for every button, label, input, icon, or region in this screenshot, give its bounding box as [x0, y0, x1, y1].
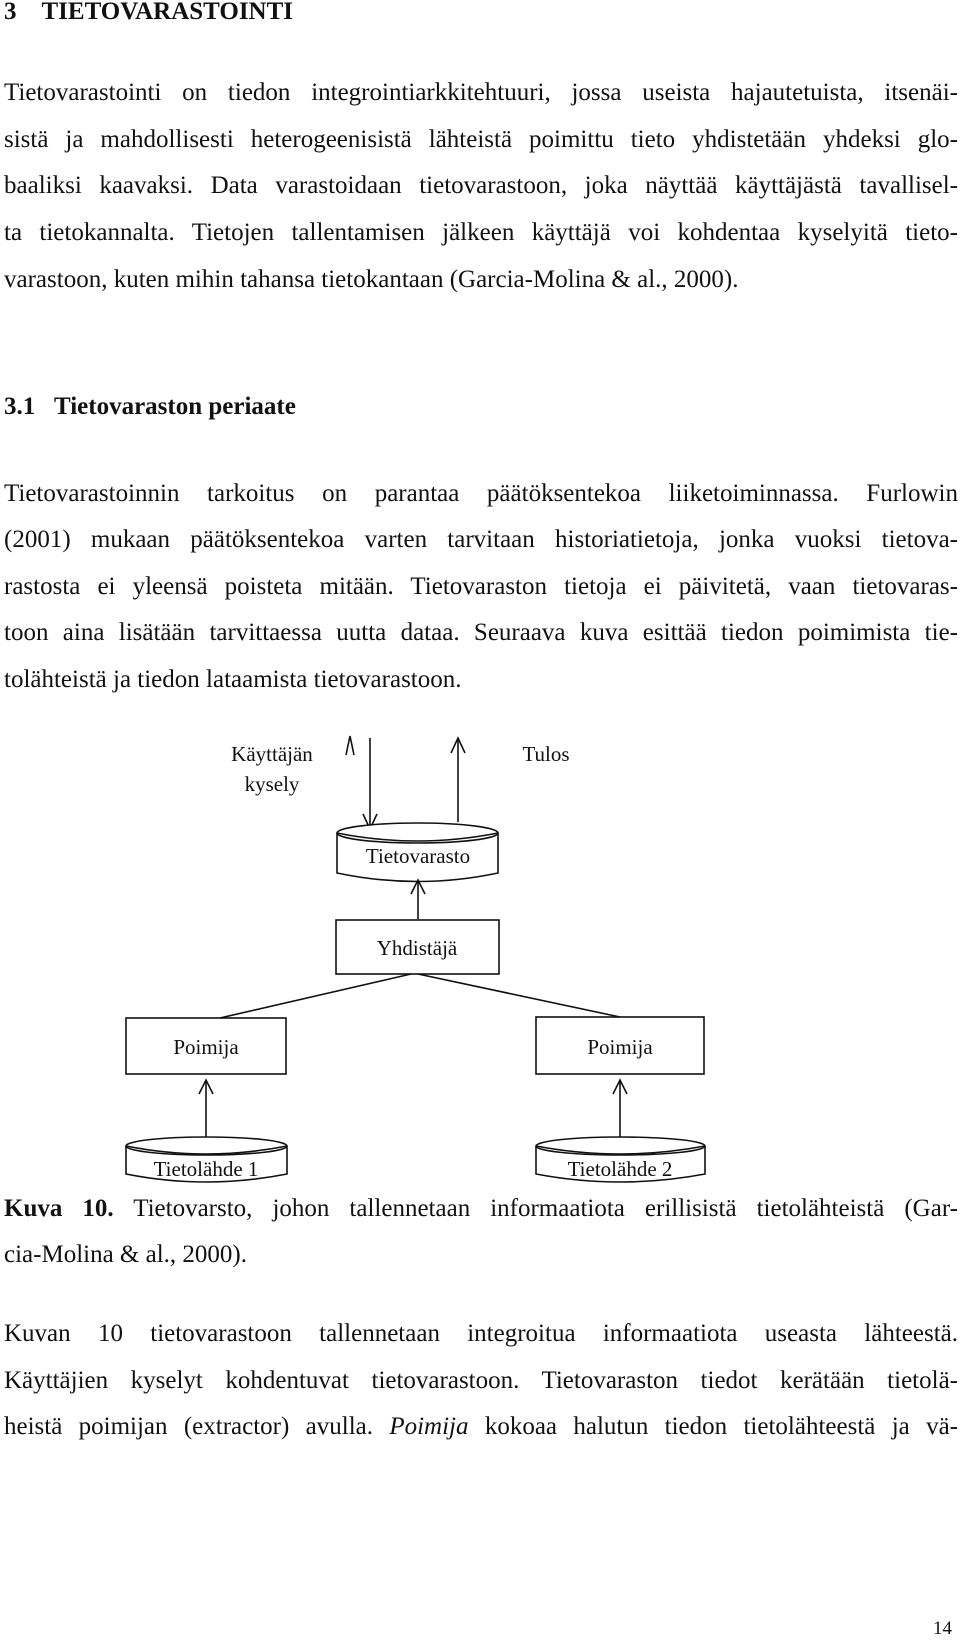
- body-paragraph-line: toon aina lisätään tarvittaessa uutta dataa. Seuraava kuva esittää tiedon poimimista tie-: [4, 619, 958, 646]
- intro-paragraph-line: sistä ja mahdollisesti heterogeenisistä lähteistä poimittu tieto yhdistetään yhdeksi glo-: [4, 126, 958, 153]
- figure-caption-line: cia-Molina & al., 2000).: [4, 1241, 247, 1268]
- source-label-left: Tietolähde 1: [153, 1157, 259, 1181]
- query-label-line2: kysely: [244, 772, 300, 796]
- intro-paragraph-line: varastoon, kuten mihin tahansa tietokantaan (Garcia-Molina & al., 2000).: [4, 266, 739, 293]
- closing-line3-start: heistä poimijan (extractor) avulla.: [4, 1413, 373, 1440]
- subsection-title: Tietovaraston periaate: [54, 393, 296, 420]
- section-title: TIETOVARASTOINTI: [41, 0, 294, 25]
- page-number: 14: [933, 1618, 952, 1639]
- figure-caption-label: Kuva 10.: [4, 1195, 114, 1222]
- extractor-label-left: Poimija: [173, 1035, 239, 1059]
- figure-caption-text: Tietovarsto, johon tallennetaan informaatiota erillisistä tietolähteistä (Gar-: [133, 1195, 958, 1222]
- extractor-label-right: Poimija: [587, 1035, 653, 1059]
- body-paragraph-line: (2001) mukaan päätöksentekoa varten tarvitaan historiatietoja, jonka vuoksi tietova-: [4, 526, 958, 553]
- section-number: 3: [4, 0, 17, 25]
- result-label: Tulos: [522, 742, 570, 766]
- subsection-heading: [4, 393, 296, 421]
- integrator-label: Yhdistäjä: [376, 936, 458, 960]
- integrator-to-left-extractor: [220, 974, 411, 1018]
- intro-paragraph-line: Tietovarastointi on tiedon integrointiarkkitehtuuri, jossa useista hajautetuista, itsenäi-: [4, 79, 958, 106]
- subsection-number: 3.1: [4, 393, 36, 420]
- intro-paragraph-line: baaliksi kaavaksi. Data varastoidaan tietovarastoon, joka näyttää käyttäjästä tavallisel-: [4, 172, 958, 199]
- figure-caption-line: [4, 1194, 958, 1224]
- integrator-to-right-extractor: [418, 974, 620, 1017]
- closing-paragraph-line: [4, 1412, 958, 1442]
- closing-line3-end: kokoaa halutun tiedon tietolähteestä ja vä-: [484, 1413, 958, 1440]
- closing-line3-italic: Poimija: [389, 1413, 469, 1440]
- query-arrow: [346, 736, 354, 755]
- warehouse-label: Tietovarasto: [365, 844, 471, 868]
- closing-paragraph-line: Käyttäjien kyselyt kohdentuvat tietovarastoon. Tietovaraston tiedot kerätään tietolä-: [4, 1367, 958, 1394]
- body-paragraph-line: tolähteistä ja tiedon lataamista tietovarastoon.: [4, 666, 462, 693]
- body-paragraph-line: Tietovarastoinnin tarkoitus on parantaa päätöksentekoa liiketoiminnassa. Furlowin: [4, 480, 958, 507]
- warehouse-architecture-diagram: [0, 730, 960, 1190]
- body-paragraph-line: rastosta ei yleensä poisteta mitään. Tietovaraston tietoja ei päivitetä, vaan tietovaras-: [4, 573, 958, 600]
- query-label-line1: Käyttäjän: [231, 742, 313, 766]
- intro-paragraph-line: ta tietokannalta. Tietojen tallentamisen jälkeen käyttäjä voi kohdentaa kyselyitä tieto-: [4, 219, 958, 246]
- closing-paragraph-line: Kuvan 10 tietovarastoon tallennetaan integroitua informaatiota useasta lähteestä.: [4, 1320, 958, 1347]
- section-heading: [4, 0, 293, 26]
- source-label-right: Tietolähde 2: [567, 1157, 673, 1181]
